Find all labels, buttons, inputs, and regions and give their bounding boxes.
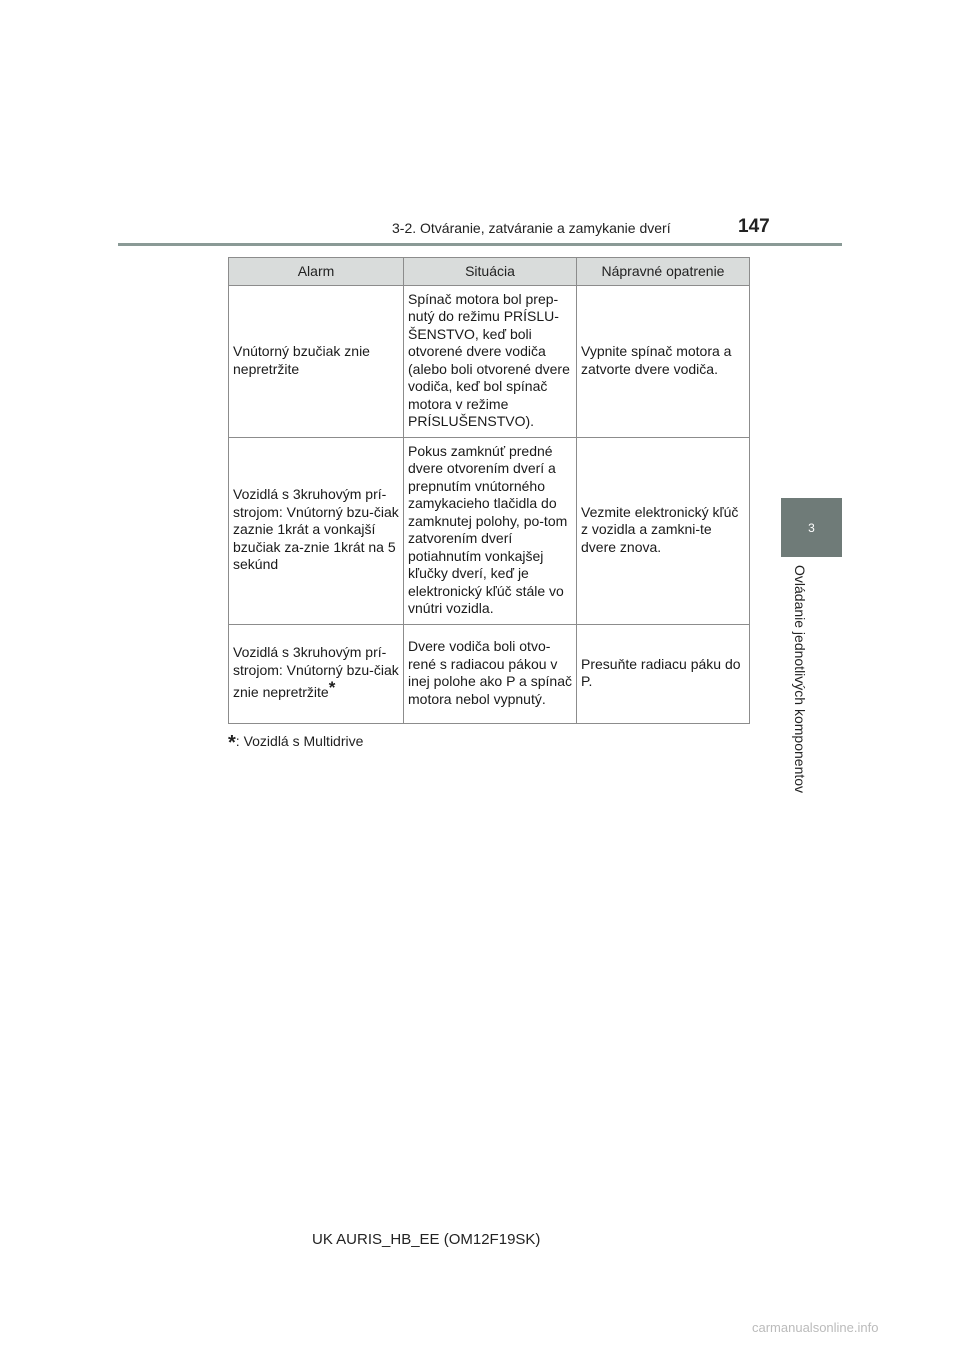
table-row (229, 286, 750, 438)
running-header-section: 3-2. Otváranie, zatváranie a zamykanie dverí (392, 220, 671, 236)
column-header-alarm: Alarm (229, 258, 404, 286)
column-header-situation: Situácia (404, 258, 577, 286)
table-row (229, 438, 750, 625)
alarm-text: Vozidlá s 3kruhovým prí-strojom: Vnútorný bzu-čiak znie nepretržite (233, 644, 399, 701)
footnote-text: : Vozidlá s Multidrive (235, 733, 364, 749)
situation-cell: Dvere vodiča boli otvo-rené s radiacou pákou v inej polohe ako P a spínač motora nebol vypnutý. (404, 625, 577, 724)
alarm-cell: Vnútorný bzučiak znie nepretržite (229, 286, 404, 438)
header-divider (118, 243, 842, 246)
footnote (228, 732, 363, 755)
table-row (229, 625, 750, 724)
action-cell: Vezmite elektronický kľúč z vozidla a zamkni-te dvere znova. (577, 438, 750, 625)
footnote-marker: * (228, 732, 236, 754)
action-cell: Vypnite spínač motora a zatvorte dvere vodiča. (577, 286, 750, 438)
situation-cell: Pokus zamknúť predné dvere otvorením dverí a prepnutím vnútorného zamykacieho tlačidla do zamknutej polohy, po-tom zatvorením dverí potiahnutím vonkajšej kľučky dverí, keď je elektronický kľúč stále vo vnútri vozidla. (404, 438, 577, 625)
chapter-number: 3 (808, 520, 815, 535)
footnote-marker: * (328, 678, 336, 698)
chapter-title: Ovládanie jednotlivých komponentov (792, 565, 808, 794)
page-number: 147 (738, 216, 770, 237)
action-cell: Presuňte radiacu páku do P. (577, 625, 750, 724)
chapter-tab (781, 498, 842, 557)
watermark: carmanualsonline.info (752, 1320, 879, 1335)
column-header-action: Nápravné opatrenie (577, 258, 750, 286)
manual-code: UK AURIS_HB_EE (OM12F19SK) (312, 1231, 541, 1248)
situation-cell: Spínač motora bol prep-nutý do režimu PRÍSLU-ŠENSTVO, keď boli otvorené dvere vodiča (alebo boli otvorené dvere vodiča, keď bol spínač motora v režime PRÍSLUŠENSTVO). (404, 286, 577, 438)
alarm-cell: Vozidlá s 3kruhovým prí-strojom: Vnútorný bzu-čiak zaznie 1krát a vonkajší bzučiak za-znie 1krát na 5 sekúnd (229, 438, 404, 625)
alarm-table (228, 257, 750, 724)
alarm-cell (229, 625, 404, 724)
table-header-row (229, 258, 750, 286)
